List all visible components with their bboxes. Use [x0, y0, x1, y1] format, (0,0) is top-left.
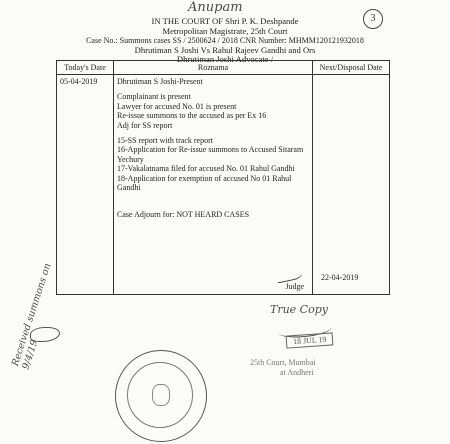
- roznama-line: Lawyer for accused No. 01 is present: [117, 101, 237, 111]
- roznama-line: Re-issue summons to the accused as per Ex 16: [117, 111, 267, 121]
- table-header-row: [57, 61, 390, 75]
- date-stamp-text: 18 JUL 19: [292, 334, 327, 347]
- court-seal: [115, 350, 207, 442]
- roznama-line: Gandhi: [117, 183, 141, 193]
- entry-date: 05-04-2019: [57, 75, 114, 295]
- roznama-lines: [117, 77, 309, 220]
- roznama-line: Case Adjourn for: NOT HEARD CASES: [117, 210, 250, 220]
- footer-lines: [250, 358, 390, 378]
- roznama-line: Dhrutiman S Joshi-Present: [117, 77, 203, 86]
- advocate-name: Dhrutiman Joshi Advocate /: [176, 54, 274, 65]
- header-next-date: Next/Disposal Date: [313, 61, 390, 75]
- header-date: Today's Date: [57, 61, 114, 75]
- date-stamp: [286, 332, 334, 348]
- top-annotation: Anupam: [188, 0, 243, 15]
- margin-signature: [30, 327, 60, 342]
- judge-label: Judge: [285, 282, 304, 291]
- court-name: IN THE COURT OF Shri P. K. Deshpande: [151, 16, 299, 26]
- entry-next-date: [313, 75, 390, 295]
- magistrate-name: Metropolitan Magistrate, 25th Court: [162, 25, 288, 36]
- case-number: Case No.: Summons cases SS / 2500624 / 2018 CNR Number: MHMM120121932018: [86, 36, 364, 46]
- next-date-value: 22-04-2019: [321, 273, 359, 282]
- footer-line: at Andheri: [280, 368, 314, 377]
- roznama-line: Adj for SS report: [117, 120, 173, 130]
- judge-signature: [275, 265, 303, 283]
- footer-line: 25th Court, Mumbai: [250, 358, 316, 367]
- table-row: [57, 75, 390, 295]
- true-copy-label: True Copy: [270, 303, 328, 316]
- roznama-line: 18-Application for exemption of accused No 01 Rahul: [117, 173, 292, 183]
- margin-note: Received summons on 9/4/19: [9, 261, 54, 371]
- court-header: [0, 17, 450, 65]
- circled-mark-text: 3: [370, 13, 376, 24]
- case-parties: Dhrutiman S Joshi Vs Rahul Rajeev Gandhi and Ors: [134, 44, 316, 55]
- roznama-line: Yechury: [117, 154, 144, 164]
- entry-roznama: [114, 75, 313, 295]
- roznama-table: [56, 60, 390, 295]
- roznama-line: 15-SS report with track report: [117, 136, 213, 146]
- roznama-line: Complainant is present: [117, 92, 191, 102]
- court-seal-center: [152, 384, 170, 406]
- roznama-line: 17-Vakalatnama filed for accused No. 01 Rahul Gandhi: [117, 164, 295, 174]
- header-roznama: Roznama: [114, 61, 313, 75]
- roznama-line: 16-Application for Re-issue summons to Accused Sitaram: [117, 145, 304, 155]
